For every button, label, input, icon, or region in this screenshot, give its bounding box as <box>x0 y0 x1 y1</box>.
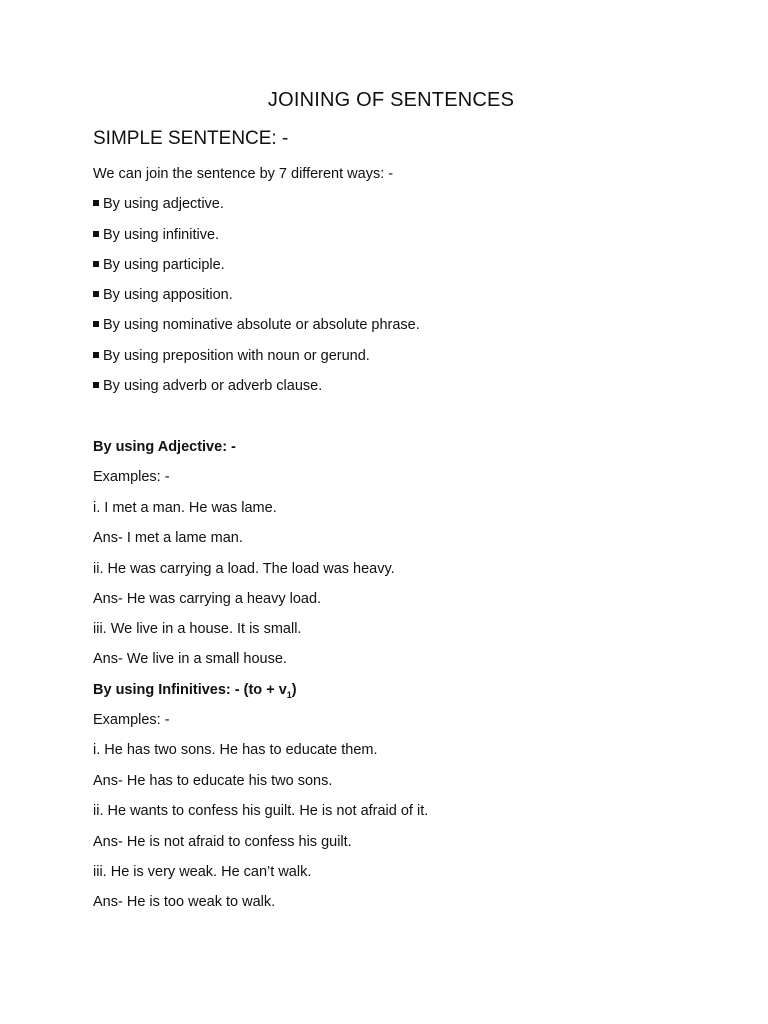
answer-line: Ans- He was carrying a heavy load. <box>93 591 322 607</box>
way-item <box>93 316 420 334</box>
answer-line: Ans- He is too weak to walk. <box>93 894 276 910</box>
bullet-icon <box>93 382 99 388</box>
way-item <box>93 195 224 213</box>
way-item <box>93 347 370 365</box>
way-item <box>93 286 233 304</box>
subscript-one: 1 <box>286 689 292 700</box>
infinitive-heading <box>93 681 297 699</box>
bullet-icon <box>93 231 99 237</box>
bullet-icon <box>93 261 99 267</box>
section-subtitle: SIMPLE SENTENCE: - <box>93 128 289 149</box>
page-title: JOINING OF SENTENCES <box>267 89 515 111</box>
examples-label: Examples: - <box>93 712 170 728</box>
answer-line: Ans- He has to educate his two sons. <box>93 773 333 789</box>
way-item <box>93 256 225 274</box>
answer-line: Ans- I met a lame man. <box>93 530 243 546</box>
example-line: i. He has two sons. He has to educate them. <box>93 742 378 758</box>
intro-text: We can join the sentence by 7 different ways: - <box>93 166 394 182</box>
example-line: ii. He wants to confess his guilt. He is not afraid of it. <box>93 803 429 819</box>
way-item <box>93 377 322 395</box>
examples-label: Examples: - <box>93 469 170 485</box>
answer-line: Ans- He is not afraid to confess his guilt. <box>93 834 352 850</box>
way-label: By using preposition with noun or gerund. <box>103 348 370 364</box>
way-label: By using participle. <box>103 257 225 273</box>
bullet-icon <box>93 291 99 297</box>
bullet-icon <box>93 321 99 327</box>
way-label: By using apposition. <box>103 287 233 303</box>
way-label: By using adjective. <box>103 196 224 212</box>
way-item <box>93 226 219 244</box>
way-label: By using nominative absolute or absolute phrase. <box>103 317 420 333</box>
bullet-icon <box>93 200 99 206</box>
answer-line: Ans- We live in a small house. <box>93 651 287 667</box>
example-line: iii. We live in a house. It is small. <box>93 621 302 637</box>
way-label: By using adverb or adverb clause. <box>103 378 323 394</box>
example-line: ii. He was carrying a load. The load was heavy. <box>93 561 395 577</box>
infinitive-heading-text: By using Infinitives: - (to + v <box>93 682 287 698</box>
way-label: By using infinitive. <box>103 227 220 243</box>
bullet-icon <box>93 352 99 358</box>
adjective-heading: By using Adjective: - <box>93 439 236 455</box>
infinitive-heading-close: ) <box>291 682 297 698</box>
example-line: iii. He is very weak. He can’t walk. <box>93 864 312 880</box>
example-line: i. I met a man. He was lame. <box>93 500 277 516</box>
